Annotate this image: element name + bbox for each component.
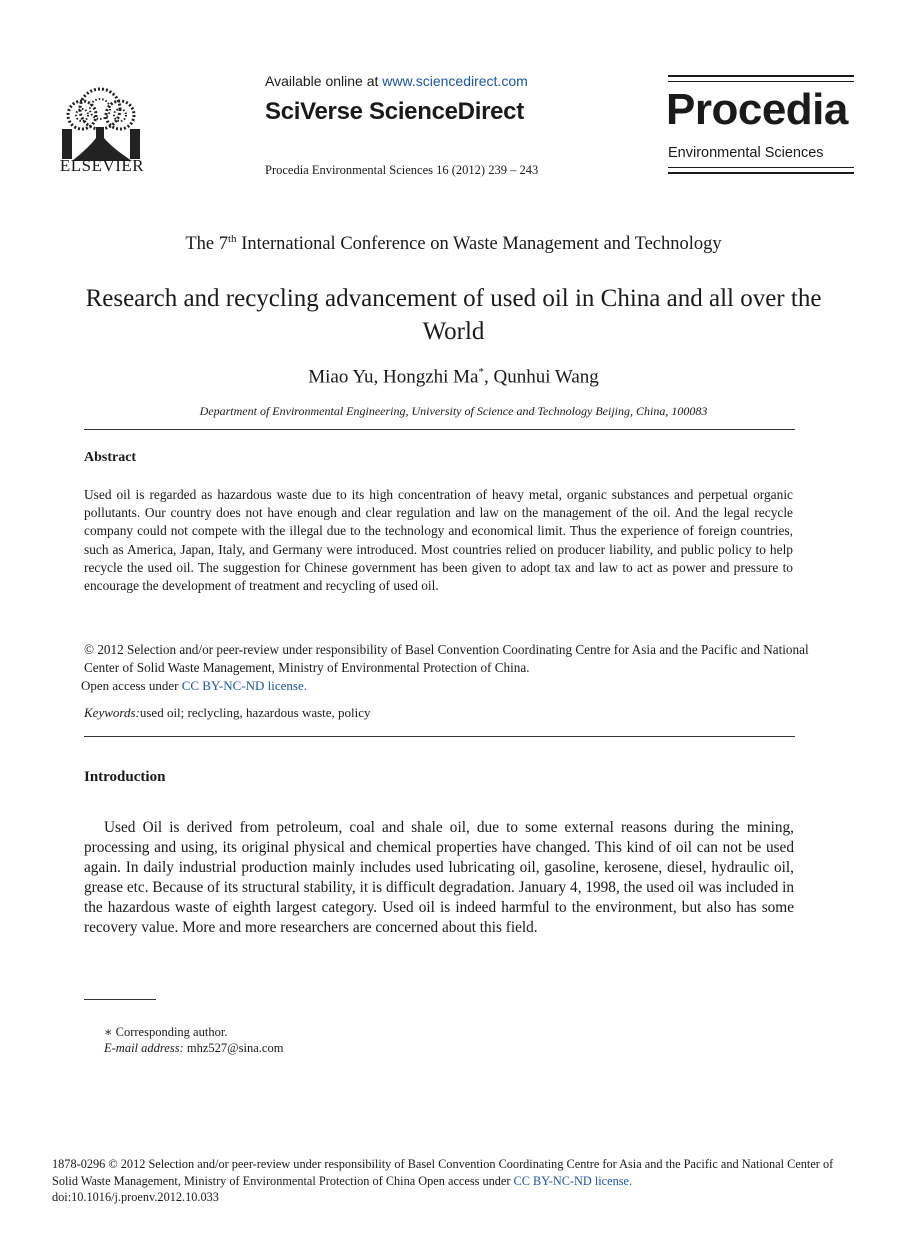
bottom-oa-prefix: Open access under — [415, 1173, 514, 1188]
corresponding-marker: * — [478, 366, 484, 378]
conference-name — [0, 233, 907, 255]
top-divider — [84, 429, 795, 430]
sciencedirect-link[interactable]: www.sciencedirect.com — [382, 73, 528, 89]
journal-reference: Procedia Environmental Sciences 16 (2012) 239 – 243 — [265, 163, 539, 177]
keywords-label: Keywords: — [84, 705, 140, 720]
procedia-top-rule-thin — [668, 81, 854, 82]
bottom-matter — [52, 1156, 862, 1206]
footnote-rule — [84, 999, 156, 1000]
procedia-logo: Procedia — [666, 85, 848, 134]
author-list — [0, 366, 907, 388]
doi[interactable]: doi:10.1016/j.proenv.2012.10.033 — [52, 1190, 219, 1204]
email-address[interactable]: mhz527@sina.com — [183, 1041, 284, 1055]
open-access-line — [81, 678, 307, 694]
elsevier-wordmark: ELSEVIER — [59, 156, 145, 175]
authors-pre: Miao Yu, Hongzhi Ma — [308, 366, 479, 388]
authors-post: , Qunhui Wang — [484, 366, 599, 388]
conference-sup: th — [228, 233, 237, 245]
bottom-license-link[interactable]: CC BY-NC-ND license. — [513, 1173, 633, 1188]
license-link[interactable]: CC BY-NC-ND license. — [181, 678, 308, 693]
available-prefix: Available online at — [265, 73, 383, 89]
abstract-text: Used oil is regarded as hazardous waste due to its high concentration of heavy metal, organic substances and perpetual organic pollutants. Our country does not have enough and clear regulation and law on the management of the oil. And the legal recycle company could not compete with the illegal due to the technology and economical limit. Thus the experience of foreign countries, such as America, Japan, Italy, and Germany were introduced. Most countries relied on producer liability, and public policy to help recycle the used oil. The suggestion for Chinese government has been given to adopt tax and law to act as power and pressure to encourage the development of treatment and recycling of used oil. — [84, 487, 793, 594]
copyright-notice: © 2012 Selection and/or peer-review under responsibility of Basel Convention Coordinating Centre for Asia and the Pacific and National Center of Solid Waste Management, Ministry of Environmental Protection of China. — [84, 642, 809, 675]
introduction-paragraph: Used Oil is derived from petroleum, coal and shale oil, due to some external reasons during the mining, processing and using, its original physical and chemical properties have changed. This kind of oil can not be used again. In daily industrial production mainly includes used lubricating oil, gasoline, kerosene, diesel, hydraulic oil, grease etc. Because of its structural stability, it is difficult degradation. January 4, 1998, the used oil was included in the hazardous waste of eighth largest category. Used oil is indeed harmful to the environment, but also has some recovery value. More and more researchers are concerned about this field. — [84, 819, 794, 937]
keywords-text: used oil; reclycling, hazardous waste, policy — [139, 705, 371, 720]
corresponding-author-note: ∗ Corresponding author. — [104, 1025, 228, 1039]
email-label: E-mail address: — [104, 1041, 184, 1055]
email-note — [104, 1041, 283, 1056]
conference-post: International Conference on Waste Management and Technology — [236, 234, 722, 255]
procedia-subtitle: Environmental Sciences — [668, 145, 824, 161]
available-online-line — [265, 73, 528, 89]
paper-title: Research and recycling advancement of used oil in China and all over the World — [85, 285, 822, 345]
abstract-heading: Abstract — [84, 450, 137, 465]
issn-copyright: 1878-0296 © 2012 Selection and/or peer-review under responsibility of Basel Convention Coordinating Centre for Asia and the Pacific and National Center of Solid Waste Management, Ministry of Environmental Protection of China — [52, 1157, 834, 1188]
procedia-bottom-rule — [668, 172, 854, 174]
procedia-bottom-rule-thin — [668, 167, 854, 168]
abstract-divider — [84, 736, 795, 737]
keywords — [84, 705, 371, 721]
sciverse-logo: SciVerse ScienceDirect — [265, 98, 524, 125]
open-access-prefix: Open access under — [81, 678, 182, 693]
procedia-top-rule — [668, 75, 854, 77]
introduction-heading: Introduction — [84, 769, 166, 785]
introduction-body — [84, 818, 794, 939]
affiliation: Department of Environmental Engineering, University of Science and Technology Beijing, China, 100083 — [199, 404, 708, 418]
conference-pre: The 7 — [185, 234, 228, 255]
